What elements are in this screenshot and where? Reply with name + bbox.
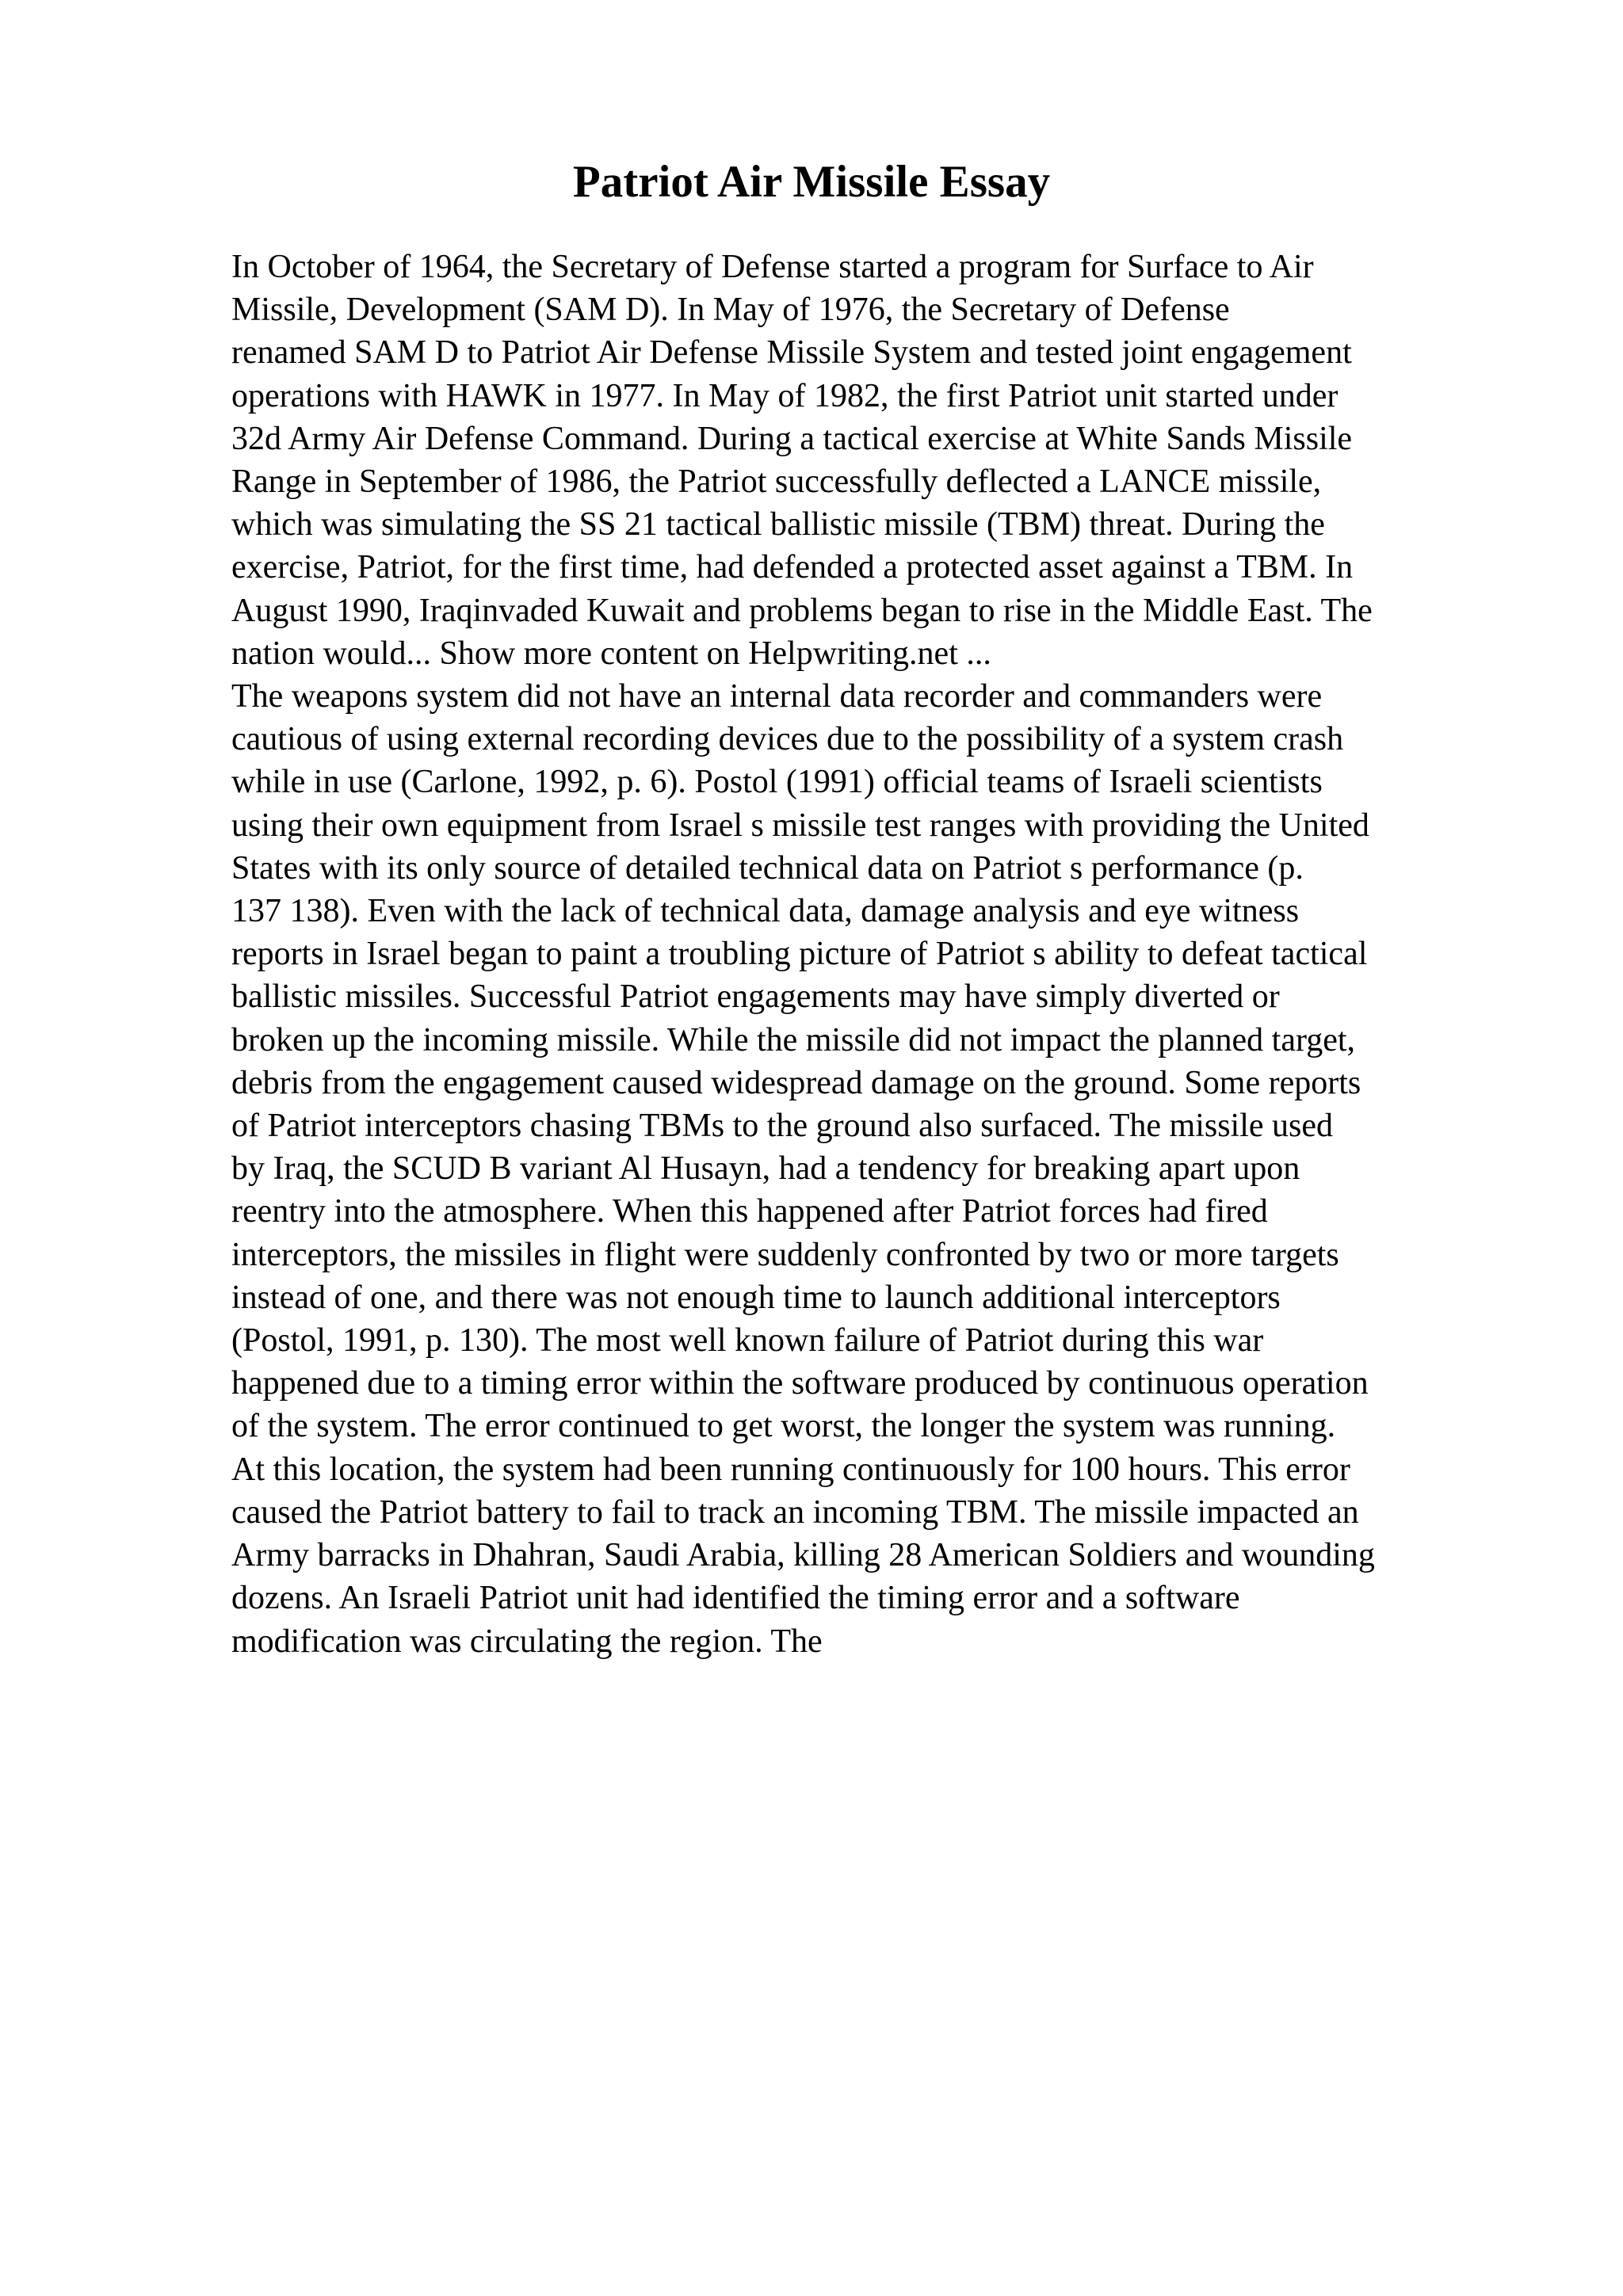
text-line: by Iraq, the SCUD B variant Al Husayn, had a tendency for breaking apart upon bbox=[231, 1150, 1300, 1188]
text-line: broken up the incoming missile. While the missile did not impact the planned target, bbox=[231, 1021, 1356, 1058]
text-line: modification was circulating the region. The bbox=[231, 1623, 823, 1660]
text-line: operations with HAWK in 1977. In May of 1982, the first Patriot unit started under bbox=[231, 377, 1338, 414]
text-line: reentry into the atmosphere. When this happened after Patriot forces had fired bbox=[231, 1193, 1268, 1230]
text-line: caused the Patriot battery to fail to track an incoming TBM. The missile impacted an bbox=[231, 1493, 1359, 1531]
text-line: States with its only source of detailed technical data on Patriot s performance (p. bbox=[231, 849, 1304, 887]
text-line: of Patriot interceptors chasing TBMs to the ground also surfaced. The missile used bbox=[231, 1108, 1334, 1145]
text-line: nation would... Show more content on Helpwriting.net ... bbox=[231, 635, 991, 672]
text-line: while in use (Carlone, 1992, p. 6). Postol (1991) official teams of Israeli scientists bbox=[231, 764, 1323, 801]
text-line: (Postol, 1991, p. 130). The most well known failure of Patriot during this war bbox=[231, 1322, 1264, 1360]
text-line: interceptors, the missiles in flight were suddenly confronted by two or more targets bbox=[231, 1236, 1339, 1273]
text-line: renamed SAM D to Patriot Air Defense Missile System and tested joint engagement bbox=[231, 334, 1352, 372]
text-line: 32d Army Air Defense Command. During a tactical exercise at White Sands Missile bbox=[231, 420, 1353, 457]
text-line: August 1990, Iraqinvaded Kuwait and problems began to rise in the Middle East. The bbox=[231, 592, 1373, 629]
text-line: using their own equipment from Israel s missile test ranges with providing the United bbox=[231, 807, 1369, 844]
text-line: Range in September of 1986, the Patriot successfully deflected a LANCE missile, bbox=[231, 463, 1322, 501]
text-line: dozens. An Israeli Patriot unit had identified the timing error and a software bbox=[231, 1580, 1240, 1617]
text-line: of the system. The error continued to get worst, the longer the system was running. bbox=[231, 1408, 1336, 1445]
document-title: Patriot Air Missile Essay bbox=[572, 157, 1051, 207]
text-line: Army barracks in Dhahran, Saudi Arabia, killing 28 American Soldiers and wounding bbox=[231, 1537, 1375, 1574]
text-line: Missile, Development (SAM D). In May of 1976, the Secretary of Defense bbox=[231, 292, 1230, 329]
text-line: The weapons system did not have an internal data recorder and commanders were bbox=[231, 678, 1323, 715]
text-line: which was simulating the SS 21 tactical ballistic missile (TBM) threat. During the bbox=[231, 506, 1325, 543]
text-line: At this location, the system had been running continuously for 100 hours. This error bbox=[231, 1451, 1350, 1488]
text-line: In October of 1964, the Secretary of Defense started a program for Surface to Air bbox=[231, 249, 1314, 285]
text-line: reports in Israel began to paint a troubling picture of Patriot s ability to defeat tactical bbox=[231, 936, 1368, 973]
text-line: 137 138). Even with the lack of technical data, damage analysis and eye witness bbox=[231, 893, 1300, 930]
text-line: debris from the engagement caused widespread damage on the ground. Some reports bbox=[231, 1064, 1361, 1101]
text-line: instead of one, and there was not enough time to launch additional interceptors bbox=[231, 1279, 1281, 1316]
text-line: exercise, Patriot, for the first time, had defended a protected asset against a TBM. In bbox=[231, 549, 1354, 586]
text-line: ballistic missiles. Successful Patriot engagements may have simply diverted or bbox=[231, 978, 1280, 1016]
text-line: cautious of using external recording devices due to the possibility of a system crash bbox=[231, 721, 1344, 758]
text-line: happened due to a timing error within the software produced by continuous operation bbox=[231, 1365, 1369, 1402]
essay-body bbox=[231, 246, 1515, 1663]
